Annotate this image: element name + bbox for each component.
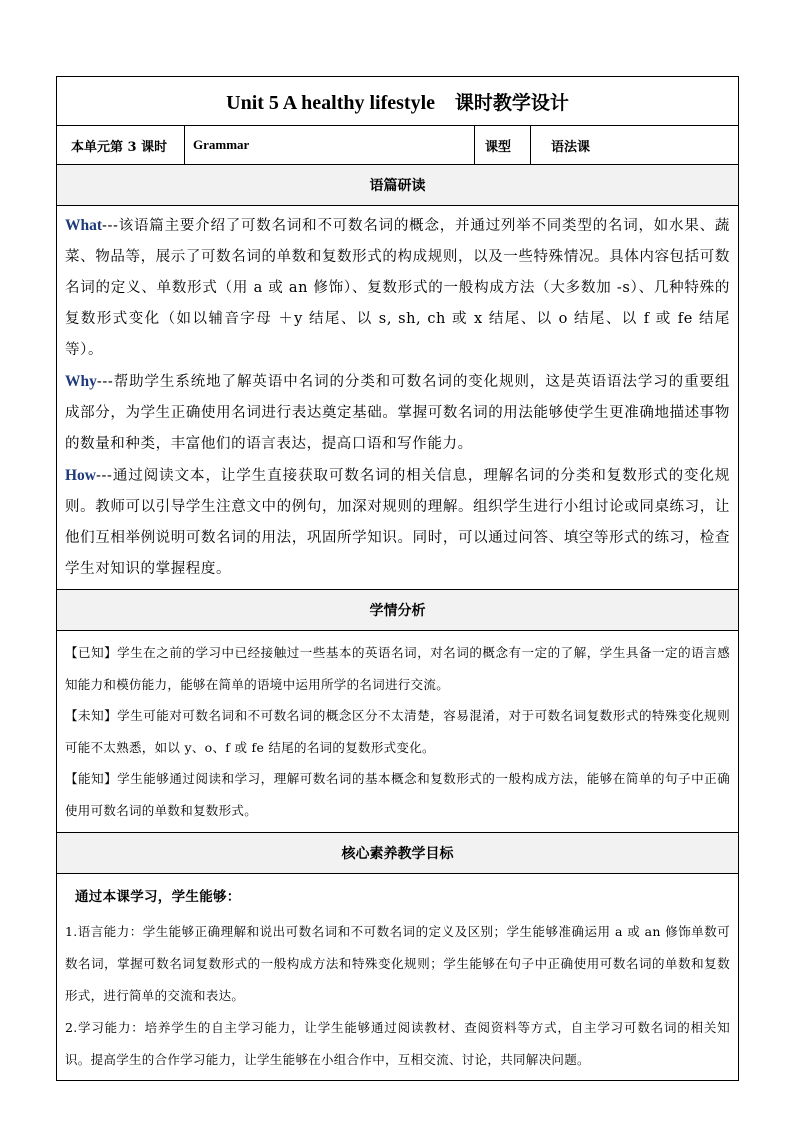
lesson-topic: Grammar	[185, 126, 475, 165]
goal-learning-ability: 2.学习能力：培养学生的自主学习能力，让学生能够通过阅读教材、查阅资料等方式，自主学习可数名词的相关知识。提高学生的合作学习能力，让学生能够在小组合作中，互相交流、讨论，共同解决问题。	[65, 1020, 731, 1067]
title-english: Unit 5 A healthy lifestyle	[226, 91, 436, 114]
text-study-body	[57, 206, 739, 590]
lesson-number: 本单元第 3 课时	[57, 126, 185, 165]
able-paragraph: 【能知】学生能够通过阅读和学习，理解可数名词的基本概念和复数形式的一般构成方法，能够在简单的句子中正确使用可数名词的单数和复数形式。	[65, 771, 731, 818]
goal-language-ability: 1.语言能力：学生能够正确理解和说出可数名词和不可数名词的定义及区别；学生能够准确运用 a 或 an 修饰单数可数名词，掌握可数名词复数形式的一般构成方法和特殊变化规则；学生能够在句子中正确使用可数名词的单数和复数形式，进行简单的交流和表达。	[65, 924, 731, 1003]
lesson-design-table	[56, 76, 739, 1081]
title-chinese: 课时教学设计	[454, 91, 569, 114]
lesson-type-label: 课型	[475, 126, 531, 165]
how-label: How	[65, 467, 96, 484]
section-heading-learner-analysis: 学情分析	[57, 590, 739, 631]
lesson-type-value: 语法课	[531, 126, 739, 165]
how-text: ---通过阅读文本，让学生直接获取可数名词的相关信息，理解名词的分类和复数形式的变化规则。教师可以引导学生注意文中的例句，加深对规则的理解。组织学生进行小组讨论或同桌练习，让他们互相举例说明可数名词的用法，巩固所学知识。同时，可以通过问答、填空等形式的练习，检查学生对知识的掌握程度。	[65, 468, 731, 577]
document-title	[57, 77, 739, 126]
core-goals-body	[57, 874, 739, 1081]
what-label: What	[65, 217, 103, 234]
how-paragraph	[65, 460, 730, 585]
learner-analysis-body	[57, 631, 739, 833]
why-label: Why	[65, 373, 97, 390]
why-paragraph	[65, 366, 730, 460]
known-paragraph: 【已知】学生在之前的学习中已经接触过一些基本的英语名词，对名词的概念有一定的了解，学生具备一定的语言感知能力和模仿能力，能够在简单的语境中运用所学的名词进行交流。	[65, 645, 731, 692]
section-heading-text-study: 语篇研读	[57, 165, 739, 206]
section-heading-core-goals: 核心素养教学目标	[57, 833, 739, 874]
unknown-paragraph: 【未知】学生可能对可数名词和不可数名词的概念区分不太清楚，容易混淆，对于可数名词复数形式的特殊变化规则可能不太熟悉，如以 y、o、f 或 fe 结尾的名词的复数形式变化。	[65, 708, 731, 755]
why-text: ---帮助学生系统地了解英语中名词的分类和可数名词的变化规则，这是英语语法学习的重要组成部分，为学生正确使用名词进行表达奠定基础。掌握可数名词的用法能够使学生更准确地描述事物的数量和种类，丰富他们的语言表达，提高口语和写作能力。	[65, 374, 731, 452]
what-text: ---该语篇主要介绍了可数名词和不可数名词的概念，并通过列举不同类型的名词，如水果、蔬菜、物品等，展示了可数名词的单数和复数形式的构成规则，以及一些特殊情况。具体内容包括可数名词的定义、单数形式（用 a 或 an 修饰）、复数形式的一般构成方法（大多数加 -s）、几种特殊的复数形式变化（如以辅音字母 ＋y 结尾、以 s, sh, ch 或 x 结尾、以 o 结尾、以 f 或 fe 结尾等）。	[65, 218, 731, 358]
goals-intro: 通过本课学习，学生能够：	[75, 889, 241, 905]
what-paragraph	[65, 210, 730, 366]
